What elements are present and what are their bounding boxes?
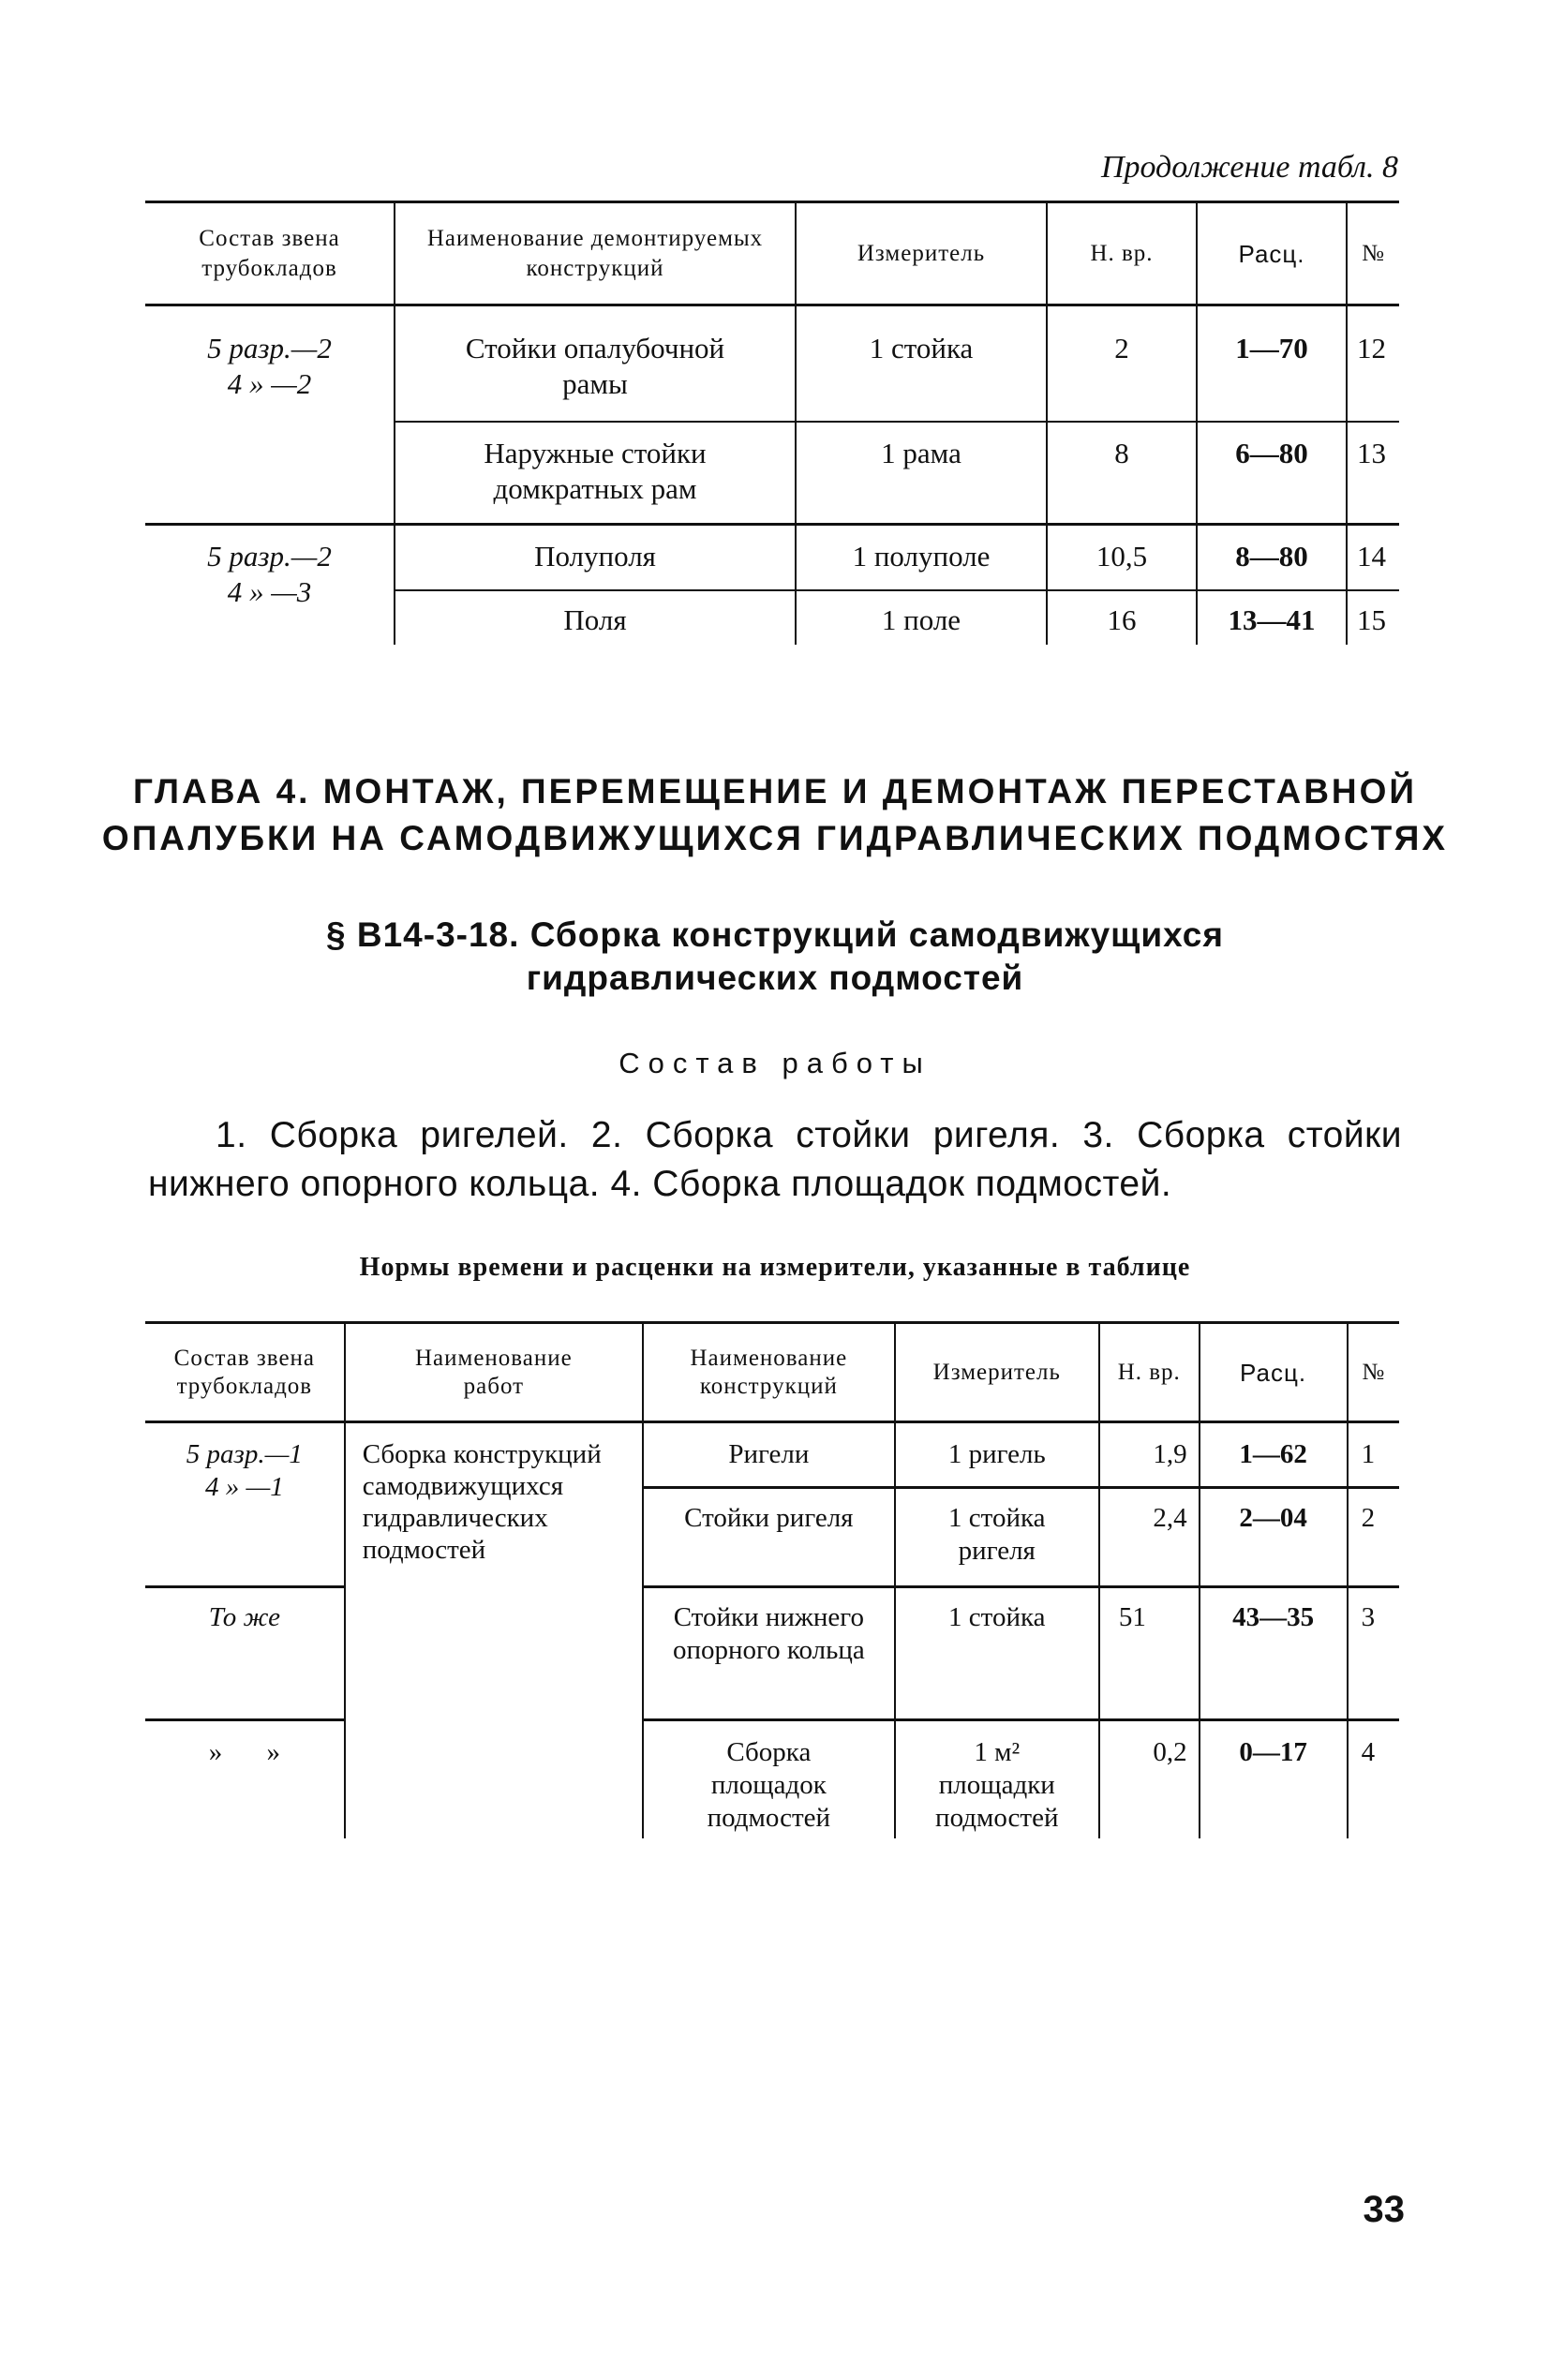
- norm-cell: 2,4: [1099, 1488, 1200, 1587]
- table-row: [145, 305, 1399, 422]
- name-cell: Стойки опалубочной рамы: [395, 305, 796, 422]
- unit-cell: 1 стойка: [895, 1587, 1099, 1720]
- num-cell: 3: [1348, 1587, 1399, 1720]
- num-cell: 1: [1348, 1422, 1399, 1488]
- col-norm: Н. вр.: [1099, 1323, 1200, 1422]
- norm-cell: 51: [1099, 1587, 1200, 1720]
- norms-table-title: Нормы времени и расценки на измерители, указанные в таблице: [359, 1253, 1191, 1282]
- crew-line: 4 » —1: [204, 1472, 284, 1502]
- table-row: [145, 1587, 1399, 1720]
- norm-cell: 10,5: [1047, 525, 1197, 590]
- col-num: №: [1347, 202, 1399, 305]
- construction-cell: Ригели: [643, 1422, 895, 1488]
- table-continuation-label: Продолжение табл. 8: [1100, 150, 1398, 185]
- col-rate: Расц.: [1197, 202, 1347, 305]
- unit-cell: 1 поле: [796, 590, 1047, 645]
- col-name: Наименование демонтируемых конструкций: [395, 202, 796, 305]
- crew-line: 4 » —2: [227, 367, 312, 400]
- chapter-heading-line: ГЛАВА 4. МОНТАЖ, ПЕРЕМЕЩЕНИЕ И ДЕМОНТАЖ ПЕРЕСТАВНОЙ: [132, 772, 1418, 811]
- num-cell: 13: [1347, 422, 1399, 525]
- work-cell: [345, 1422, 643, 1838]
- name-cell: Наружные стойки домкратных рам: [395, 422, 796, 525]
- name-cell: Поля: [395, 590, 796, 645]
- construction-cell: Стойки нижнего опорного кольца: [643, 1587, 895, 1720]
- table-row: [145, 1422, 1399, 1488]
- num-cell: 2: [1348, 1488, 1399, 1587]
- work-composition-text: 1. Сборка ригелей. 2. Сборка стойки ригеля. 3. Сборка стойки нижнего опорного кольца. 4. Сборка площадок подмостей.: [148, 1115, 1402, 1204]
- norm-cell: 8: [1047, 422, 1197, 525]
- rate-cell: 1—62: [1200, 1422, 1348, 1488]
- col-crew: Состав звена трубокладов: [145, 1323, 345, 1422]
- rate-cell: 43—35: [1200, 1587, 1348, 1720]
- table-header-row: [145, 202, 1399, 305]
- table-8-continuation: [145, 201, 1399, 645]
- unit-cell: 1 стойка: [796, 305, 1047, 422]
- col-work: Наименование работ: [345, 1323, 643, 1422]
- chapter-heading-line: ОПАЛУБКИ НА САМОДВИЖУЩИХСЯ ГИДРАВЛИЧЕСКИХ ПОДМОСТЯХ: [101, 819, 1449, 857]
- col-unit: Измеритель: [796, 202, 1047, 305]
- num-cell: 15: [1347, 590, 1399, 645]
- num-cell: 12: [1347, 305, 1399, 422]
- rate-cell: 0—17: [1200, 1720, 1348, 1838]
- num-cell: 14: [1347, 525, 1399, 590]
- rate-cell: 2—04: [1200, 1488, 1348, 1587]
- col-num: №: [1348, 1323, 1399, 1422]
- unit-cell: 1 полуполе: [796, 525, 1047, 590]
- norms-table: [145, 1321, 1399, 1838]
- unit-cell: 1 стойка ригеля: [895, 1488, 1099, 1587]
- rate-cell: 8—80: [1197, 525, 1347, 590]
- unit-cell: 1 м² площадки подмостей: [895, 1720, 1099, 1838]
- rate-cell: 13—41: [1197, 590, 1347, 645]
- name-cell: Полуполя: [395, 525, 796, 590]
- crew-line: 5 разр.—2: [207, 332, 332, 364]
- construction-cell: Стойки ригеля: [643, 1488, 895, 1587]
- crew-line: 5 разр.—1: [186, 1439, 303, 1469]
- norm-cell: 0,2: [1099, 1720, 1200, 1838]
- chapter-heading: [0, 768, 1550, 862]
- table-row: [145, 1720, 1399, 1838]
- unit-cell: 1 ригель: [895, 1422, 1099, 1488]
- work-name: Сборка конструкций самодвижущихся гидравлических подмостей: [362, 1439, 602, 1565]
- construction-cell: Сборка площадок подмостей: [643, 1720, 895, 1838]
- col-unit: Измеритель: [895, 1323, 1099, 1422]
- crew-cell: То же: [145, 1587, 345, 1720]
- num-cell: 4: [1348, 1720, 1399, 1838]
- crew-cell: [145, 525, 395, 645]
- crew-line: 5 разр.—2: [207, 540, 332, 573]
- norm-cell: 1,9: [1099, 1422, 1200, 1488]
- rate-cell: 6—80: [1197, 422, 1347, 525]
- section-heading-line: § В14-3-18. Сборка конструкций самодвижущихся: [326, 915, 1224, 954]
- col-rate: Расц.: [1200, 1323, 1348, 1422]
- crew-cell: » »: [145, 1720, 345, 1838]
- crew-cell: [145, 305, 395, 525]
- crew-cell: [145, 1422, 345, 1587]
- col-crew: Состав звена трубокладов: [145, 202, 395, 305]
- col-construction: Наименование конструкций: [643, 1323, 895, 1422]
- table-header-row: [145, 1323, 1399, 1422]
- section-heading-line: гидравлических подмостей: [526, 959, 1024, 997]
- rate-cell: 1—70: [1197, 305, 1347, 422]
- page-number: 33: [1363, 2189, 1405, 2230]
- col-norm: Н. вр.: [1047, 202, 1197, 305]
- unit-cell: 1 рама: [796, 422, 1047, 525]
- table-row: [145, 525, 1399, 590]
- norm-cell: 2: [1047, 305, 1197, 422]
- crew-line: 4 » —3: [227, 575, 312, 608]
- work-composition-title: Состав работы: [619, 1047, 931, 1079]
- section-heading: [0, 914, 1550, 1000]
- norm-cell: 16: [1047, 590, 1197, 645]
